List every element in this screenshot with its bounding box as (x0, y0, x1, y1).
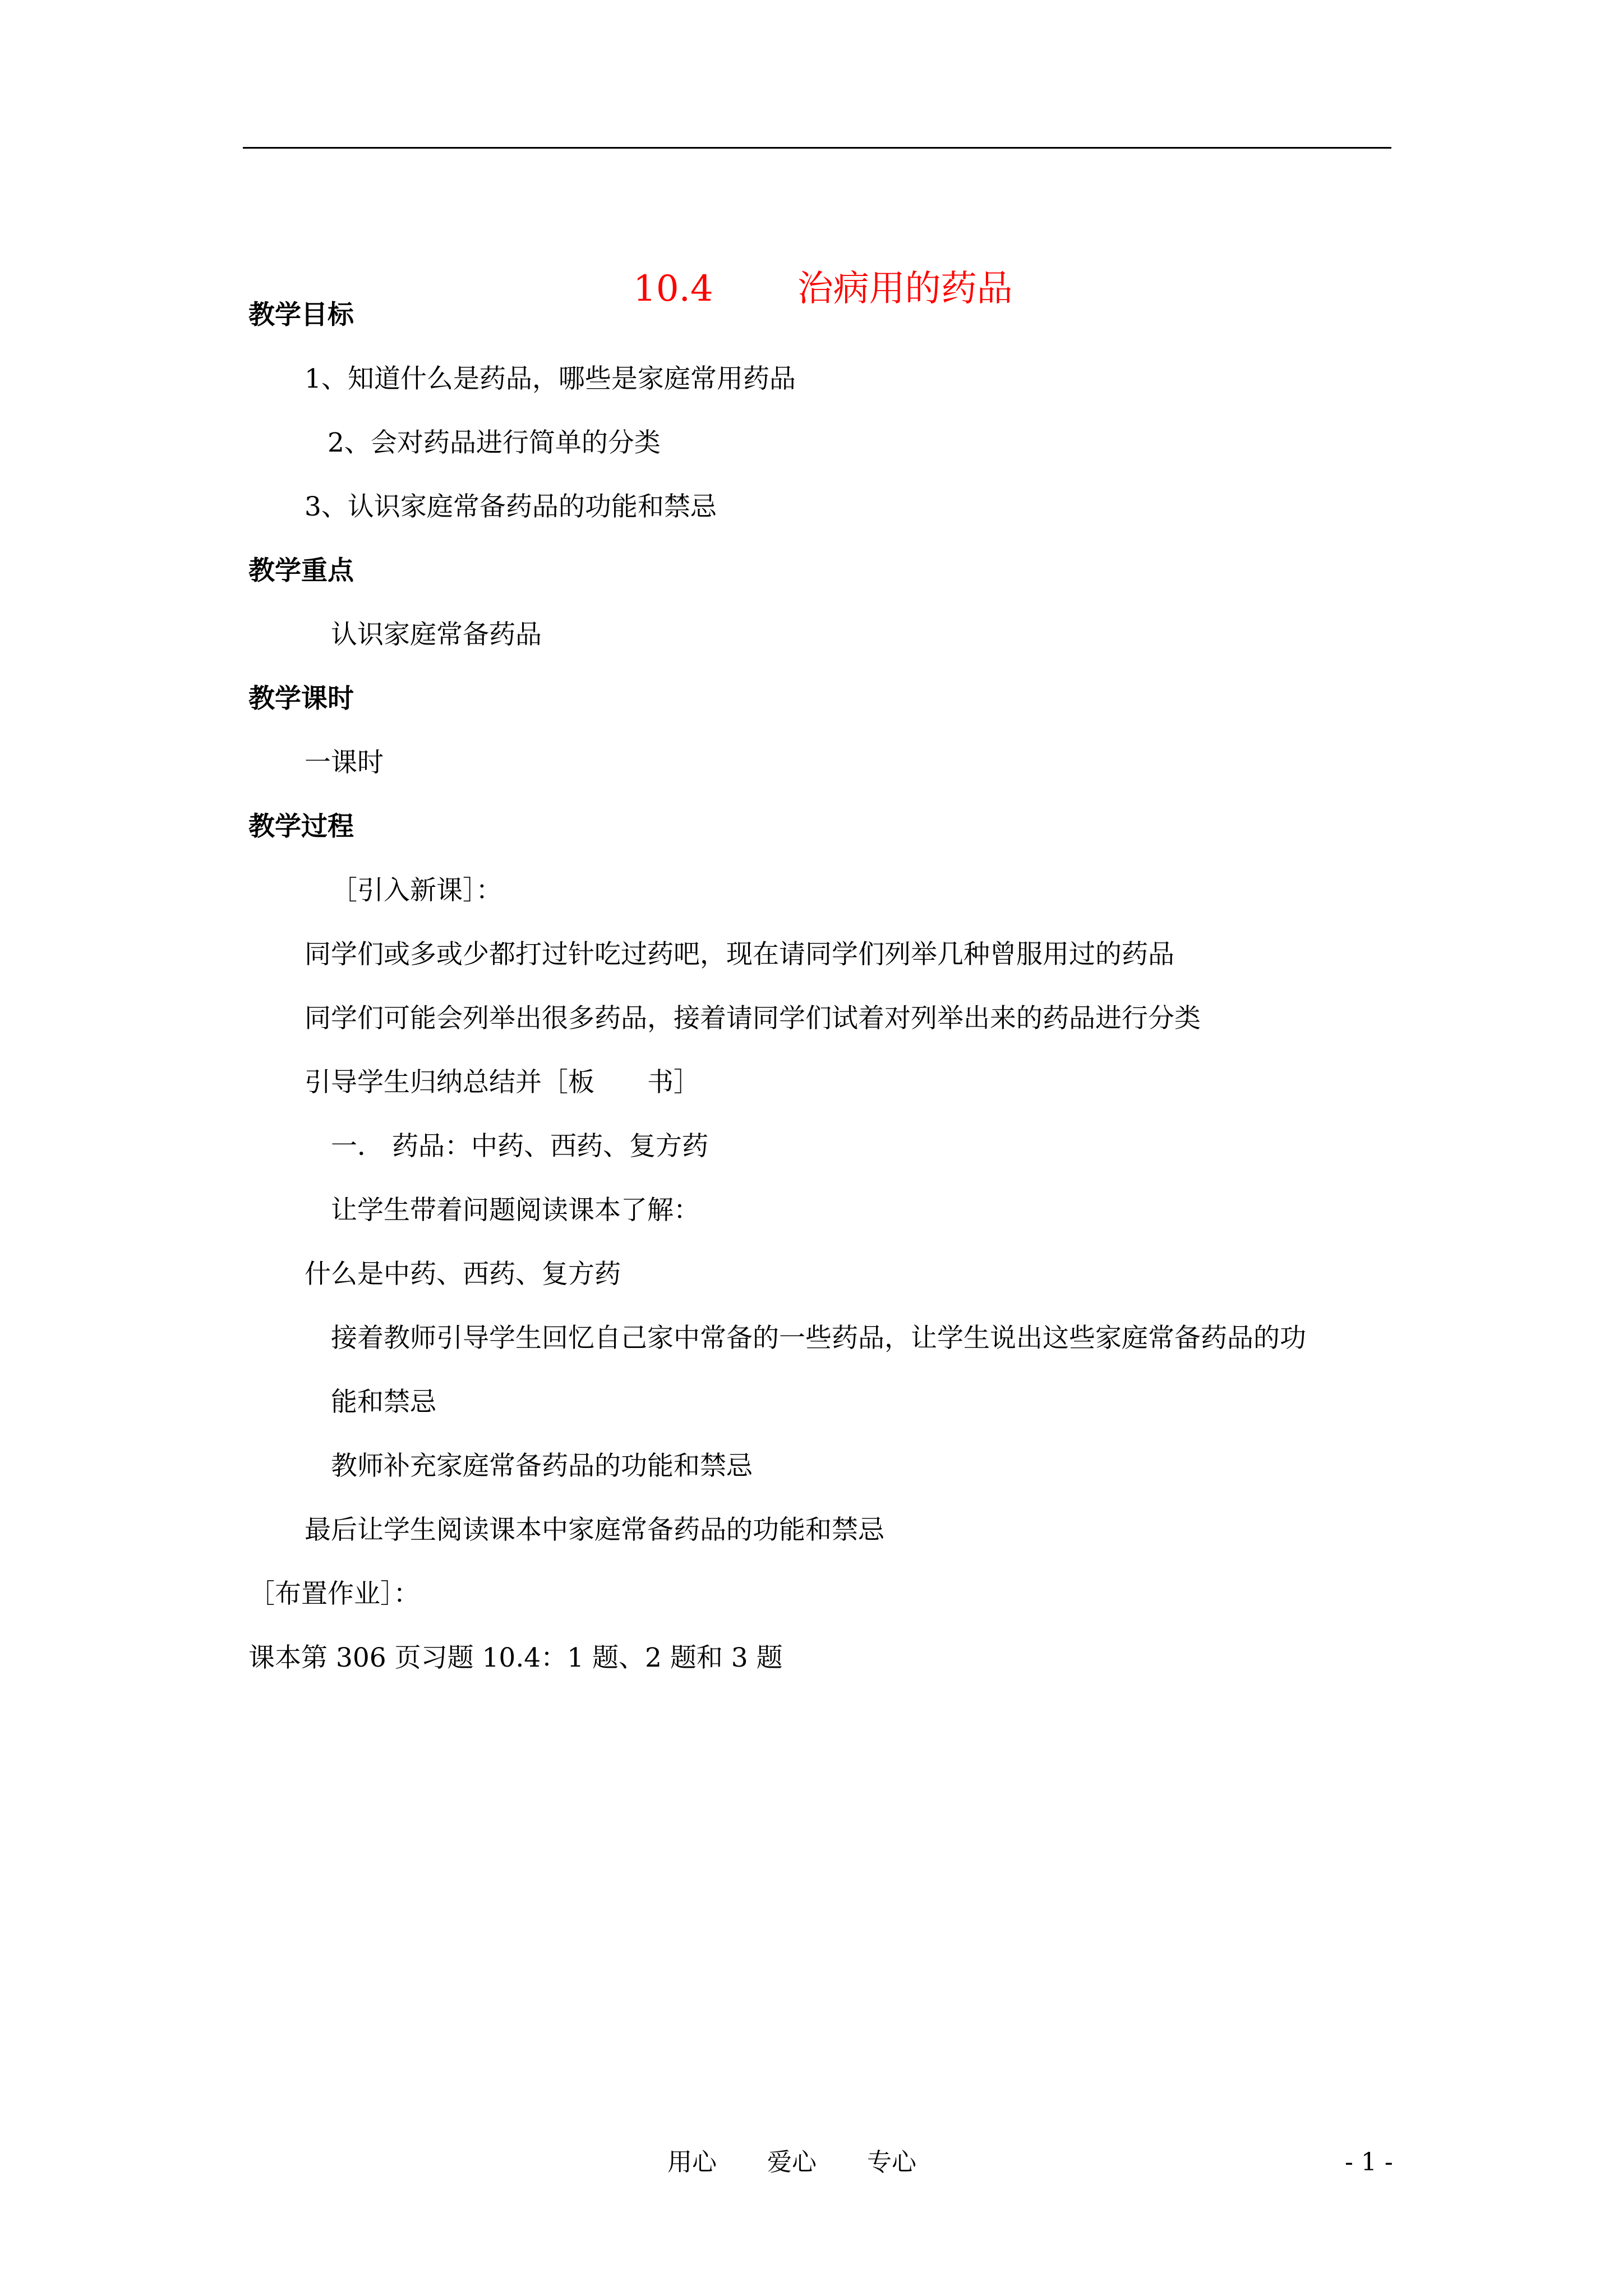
page-number: - 1 - (1345, 2148, 1393, 2177)
title-text: 治病用的药品 (797, 268, 1013, 310)
intro-label: ［引入新课］： (331, 875, 502, 906)
header-rule (243, 147, 1391, 149)
focus-text: 认识家庭常备药品 (331, 619, 542, 650)
time-text: 一课时 (305, 747, 384, 778)
process-paragraph-6: 什么是中药、西药、复方药 (305, 1259, 621, 1290)
process-paragraph-1: 同学们或多或少都打过针吃过药吧，现在请同学们列举几种曾服用过的药品 (305, 939, 1174, 970)
time-heading: 教学课时 (248, 683, 354, 714)
goals-heading: 教学目标 (248, 300, 354, 330)
title-number: 10.4 (633, 268, 713, 310)
footer-motto-3: 专心 (867, 2148, 916, 2177)
goal-2: 2、会对药品进行简单的分类 (328, 427, 661, 458)
focus-heading: 教学重点 (248, 555, 354, 586)
goal-3: 3、认识家庭常备药品的功能和禁忌 (305, 491, 717, 522)
footer-motto (667, 2146, 916, 2179)
process-paragraph-8: 教师补充家庭常备药品的功能和禁忌 (331, 1451, 753, 1481)
process-paragraph-3: 引导学生归纳总结并［板 书］ (305, 1067, 700, 1098)
footer-motto-1: 用心 (667, 2148, 717, 2177)
goal-1: 1、知道什么是药品，哪些是家庭常用药品 (305, 364, 796, 394)
homework-label: ［布置作业］： (248, 1579, 420, 1609)
process-paragraph-9: 最后让学生阅读课本中家庭常备药品的功能和禁忌 (305, 1515, 884, 1545)
process-heading: 教学过程 (248, 811, 354, 842)
process-paragraph-7a: 接着教师引导学生回忆自己家中常备的一些药品，让学生说出这些家庭常备药品的功 (331, 1323, 1306, 1354)
process-paragraph-5: 让学生带着问题阅读课本了解： (331, 1195, 700, 1226)
footer-motto-2: 爱心 (767, 2148, 817, 2177)
homework-text: 课本第 306 页习题 10.4：1 题、2 题和 3 题 (248, 1642, 783, 1673)
page-title (0, 213, 1623, 314)
process-paragraph-2: 同学们可能会列举出很多药品，接着请同学们试着对列举出来的药品进行分类 (305, 1003, 1201, 1034)
process-paragraph-7b: 能和禁忌 (331, 1387, 436, 1418)
process-paragraph-4: 一． 药品：中药、西药、复方药 (331, 1131, 708, 1162)
